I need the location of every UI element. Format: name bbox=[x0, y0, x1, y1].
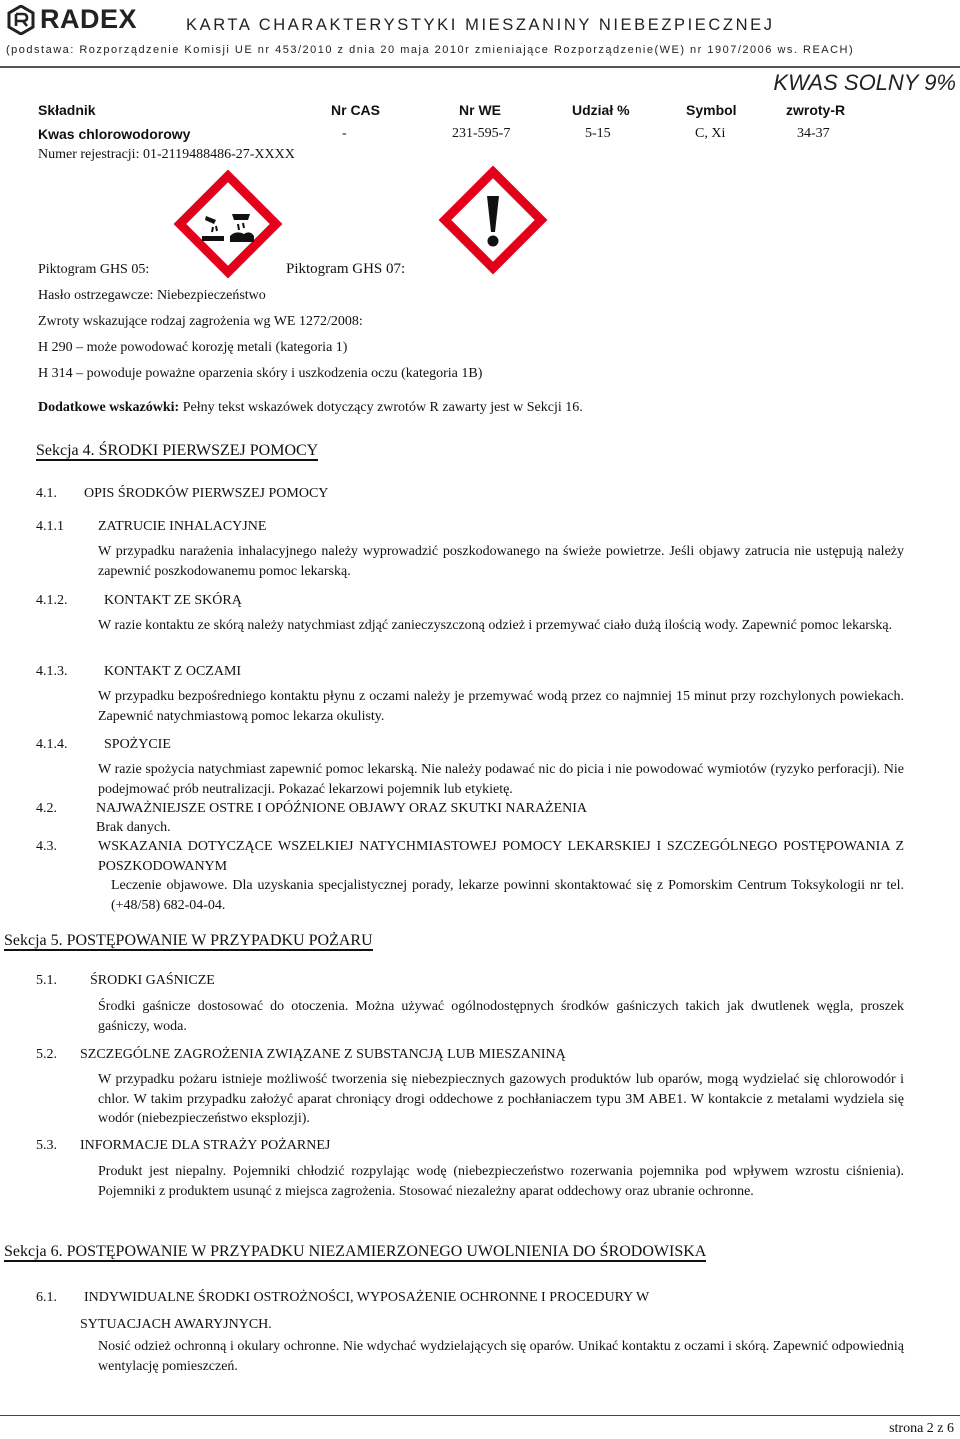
col-header-symbol: Symbol bbox=[686, 102, 737, 118]
section-5-3-title: INFORMACJE DLA STRAŻY POŻARNEJ bbox=[80, 1138, 331, 1153]
section-4-1-number: 4.1. bbox=[36, 486, 57, 501]
section-4-1-4-number: 4.1.4. bbox=[36, 737, 68, 752]
section-5-3-number: 5.3. bbox=[36, 1138, 57, 1153]
section-4-1-2-title: KONTAKT ZE SKÓRĄ bbox=[104, 593, 242, 608]
section-6-1-title-line1: INDYWIDUALNE ŚRODKI OSTROŻNOŚCI, WYPOSAŻENIE OCHRONNE I PROCEDURY W bbox=[84, 1290, 650, 1305]
section-4-2-text: Brak danych. bbox=[96, 820, 171, 835]
section-4-2-title: NAJWAŻNIEJSZE OSTRE I OPÓŹNIONE OBJAWY ORAZ SKUTKI NARAŻENIA bbox=[96, 801, 588, 816]
hazard-h290: H 290 – może powodować korozję metali (kategoria 1) bbox=[38, 340, 348, 355]
section-4-1-4-title: SPOŻYCIE bbox=[104, 737, 171, 752]
section-5-2-title: SZCZEGÓLNE ZAGROŻENIA ZWIĄZANE Z SUBSTANCJĄ LUB MIESZANINĄ bbox=[80, 1047, 566, 1062]
col-header-we: Nr WE bbox=[459, 102, 501, 118]
component-r-phrases: 34-37 bbox=[797, 126, 830, 141]
page-number: strona 2 z 6 bbox=[889, 1421, 954, 1436]
section-5-2-number: 5.2. bbox=[36, 1047, 57, 1062]
col-header-cas: Nr CAS bbox=[331, 102, 381, 118]
section-4-1-4-text: W razie spożycia natychmiast zapewnić pomoc lekarską. Nie należy podawać nic do picia i nie powodować wymiotów (ryzyko perforacji). Nie podejmować prób neutralizacji. Pokazać lekarzowi pojemnik lub etykietę. bbox=[98, 762, 904, 797]
hazard-statements-header: Zwroty wskazujące rodzaj zagrożenia wg WE 1272/2008: bbox=[38, 314, 363, 329]
document-title: KARTA CHARAKTERYSTYKI MIESZANINY NIEBEZPIECZNEJ bbox=[186, 16, 775, 34]
section-4-3-text: Leczenie objawowe. Dla uzyskania specjalistycznej porady, lekarze powinni skontaktować się z Pomorskim Centrum Toksykologii nr tel. (+48/58) 682-04-04. bbox=[111, 878, 904, 913]
corrosion-pictogram-icon bbox=[172, 168, 284, 280]
section-6-1-title-line2: SYTUACJACH AWARYJNYCH. bbox=[80, 1317, 272, 1332]
section-5-1-title: ŚRODKI GAŚNICZE bbox=[90, 973, 215, 988]
section-5-1-text: Środki gaśnicze dostosować do otoczenia. Można używać ogólnodostępnych środków gaśniczych takich jak dwutlenek węgla, proszek gaśniczy, woda. bbox=[98, 999, 904, 1034]
component-share: 5-15 bbox=[585, 126, 611, 141]
radex-logo-icon bbox=[6, 5, 36, 35]
component-we: 231-595-7 bbox=[452, 126, 511, 141]
hazard-h314: H 314 – powoduje poważne oparzenia skóry i uszkodzenia oczu (kategoria 1B) bbox=[38, 366, 483, 381]
footer-divider bbox=[0, 1415, 960, 1416]
section-5-2-text: W przypadku pożaru istnieje możliwość tworzenia się niebezpiecznych gazowych produktów lub oparów, mogą wydzielać się chlorowodór i chlor. W takim przypadku założyć aparat chroniący drogi oddechowe z pochłaniaczem typu 3M ABE1. W kontakcie z metalami wydziela się wodór (niebezpieczeństwo eksplozji). bbox=[98, 1072, 904, 1126]
document-subtitle: (podstawa: Rozporządzenie Komisji UE nr 453/2010 z dnia 20 maja 2010r zmieniające Rozporządzenie(WE) nr 1907/2006 ws. REACH) bbox=[6, 44, 855, 56]
additional-info-text: Pełny tekst wskazówek dotyczący zwrotów R zawarty jest w Sekcji 16. bbox=[179, 400, 583, 415]
component-cas: - bbox=[342, 126, 347, 141]
component-symbol: C, Xi bbox=[695, 126, 726, 141]
section-4-3-title: WSKAZANIA DOTYCZĄCE WSZELKIEJ NATYCHMIASTOWEJ POMOCY LEKARSKIEJ I SZCZEGÓLNEGO POSTĘPOWANIA Z POSZKODOWANYM bbox=[98, 839, 904, 874]
col-header-component: Składnik bbox=[38, 102, 96, 118]
component-name: Kwas chlorowodorowy bbox=[38, 126, 191, 142]
ghs05-label: Piktogram GHS 05: bbox=[38, 262, 150, 277]
header-divider bbox=[0, 66, 960, 68]
section-4-1-3-text: W przypadku bezpośredniego kontaktu płynu z oczami należy je przemywać wodą przez co najmniej 15 minut przy rozchylonych powiekach. Zapewnić natychmiastową pomoc lekarza okulisty. bbox=[98, 689, 904, 724]
section-4-title: Sekcja 4. ŚRODKI PIERWSZEJ POMOCY bbox=[36, 442, 319, 459]
section-6-title: Sekcja 6. POSTĘPOWANIE W PRZYPADKU NIEZAMIERZONEGO UWOLNIENIA DO ŚRODOWISKA bbox=[4, 1243, 707, 1260]
section-5-title: Sekcja 5. POSTĘPOWANIE W PRZYPADKU POŻARU bbox=[4, 932, 373, 949]
col-header-r-phrases: zwroty-R bbox=[786, 102, 846, 118]
product-name: KWAS SOLNY 9% bbox=[773, 70, 956, 95]
section-4-1-1-title: ZATRUCIE INHALACYJNE bbox=[98, 519, 267, 534]
section-4-1-3-title: KONTAKT Z OCZAMI bbox=[104, 664, 242, 679]
additional-info bbox=[38, 398, 583, 418]
section-4-1-3-number: 4.1.3. bbox=[36, 664, 68, 679]
signal-word: Hasło ostrzegawcze: Niebezpieczeństwo bbox=[38, 288, 266, 303]
section-4-1-2-text: W razie kontaktu ze skórą należy natychmiast zdjąć zanieczyszczoną odzież i przemywać ciało dużą ilością wody. Zapewnić pomoc lekarską. bbox=[98, 618, 893, 633]
section-5-1-number: 5.1. bbox=[36, 973, 57, 988]
col-header-share: Udział % bbox=[572, 102, 630, 118]
section-4-2-number: 4.2. bbox=[36, 801, 57, 816]
section-6-1-number: 6.1. bbox=[36, 1290, 57, 1305]
company-logo bbox=[6, 4, 137, 35]
section-5-3-text: Produkt jest niepalny. Pojemniki chłodzić rozpylając wodę (niebezpieczeństwo rozerwania pojemnika pod wpływem wzrostu ciśnienia). Pojemniki z produktem usunąć z miejsca zagrożenia. Stosować niezależny aparat oddechowy oraz ubranie ochronne. bbox=[98, 1164, 904, 1199]
exclamation-mark-pictogram-icon bbox=[437, 164, 549, 276]
section-4-3-number: 4.3. bbox=[36, 839, 57, 854]
section-4-1-1-number: 4.1.1 bbox=[36, 519, 64, 534]
section-6-1-text: Nosić odzież ochronną i okulary ochronne. Nie wdychać wydzielających się oparów. Unikać kontaktu z oczami i skórą. Zapewnić odpowiednią wentylację pomieszczeń. bbox=[98, 1339, 904, 1374]
registration-number: Numer rejestracji: 01-2119488486-27-XXXX bbox=[38, 147, 295, 162]
additional-info-label: Dodatkowe wskazówki: bbox=[38, 400, 180, 415]
section-4-1-title: OPIS ŚRODKÓW PIERWSZEJ POMOCY bbox=[84, 486, 329, 501]
logo-text: RADEX bbox=[40, 4, 138, 34]
section-4-1-2-number: 4.1.2. bbox=[36, 593, 68, 608]
section-4-1-1-text: W przypadku narażenia inhalacyjnego należy wyprowadzić poszkodowanego na świeże powietrze. Jeśli objawy zatrucia nie ustępują należy zapewnić poszkodowanemu pomoc lekarską. bbox=[98, 544, 904, 579]
ghs07-label: Piktogram GHS 07: bbox=[286, 261, 406, 277]
